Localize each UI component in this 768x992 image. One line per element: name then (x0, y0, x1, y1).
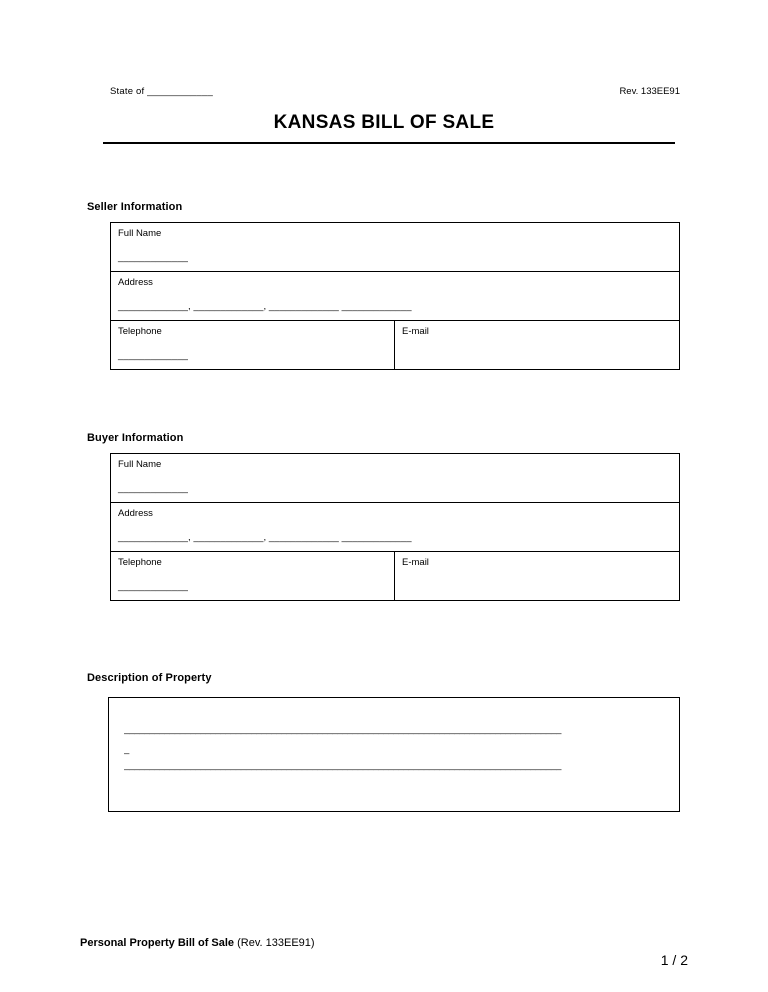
footer-title-block (80, 937, 315, 949)
buyer-address-row[interactable] (111, 503, 679, 552)
property-dash: _ (124, 744, 130, 755)
seller-telephone-cell[interactable] (111, 321, 395, 369)
page-number: 1 / 2 (660, 952, 688, 968)
seller-information-box (110, 222, 680, 370)
buyer-telephone-input[interactable]: _____________ (118, 581, 188, 592)
buyer-address-input[interactable]: _____________, _____________, _____________ _____________ (118, 532, 412, 543)
seller-telephone-input[interactable]: _____________ (118, 350, 188, 361)
seller-address-input[interactable]: _____________, _____________, _____________ _____________ (118, 301, 412, 312)
seller-email-label: E-mail (402, 326, 429, 337)
property-lines (109, 698, 679, 811)
seller-telephone-label: Telephone (118, 326, 162, 337)
state-of-field[interactable]: State of ____________ (110, 86, 213, 97)
page-content (80, 0, 688, 992)
property-section-label: Description of Property (87, 672, 212, 684)
seller-contact-row (111, 321, 679, 369)
seller-address-label: Address (118, 277, 153, 288)
buyer-telephone-label: Telephone (118, 557, 162, 568)
description-of-property-box[interactable] (108, 697, 680, 812)
footer-revision: (Rev. 133EE91) (234, 937, 315, 949)
footer-document-title: Personal Property Bill of Sale (80, 937, 235, 949)
buyer-email-cell[interactable] (395, 552, 679, 600)
buyer-full-name-label: Full Name (118, 459, 162, 470)
seller-address-row[interactable] (111, 272, 679, 321)
buyer-full-name-row[interactable] (111, 454, 679, 503)
seller-full-name-row[interactable] (111, 223, 679, 272)
seller-full-name-label: Full Name (118, 228, 162, 239)
buyer-information-box (110, 453, 680, 601)
buyer-telephone-cell[interactable] (111, 552, 395, 600)
buyer-full-name-input[interactable]: _____________ (118, 483, 188, 494)
seller-email-cell[interactable] (395, 321, 679, 369)
property-line-2[interactable]: ______________________________________________________________________________________ (124, 760, 562, 771)
revision-label-top: Rev. 133EE91 (619, 86, 680, 97)
buyer-section-label: Buyer Information (87, 432, 184, 444)
buyer-email-label: E-mail (402, 557, 429, 568)
document-header (110, 86, 680, 97)
seller-section-label: Seller Information (87, 201, 183, 213)
buyer-contact-row (111, 552, 679, 600)
page-title: KANSAS BILL OF SALE (273, 112, 495, 133)
title-divider (103, 142, 675, 144)
property-line-1[interactable]: ______________________________________________________________________________________ (124, 724, 562, 735)
buyer-address-label: Address (118, 508, 153, 519)
seller-full-name-input[interactable]: _____________ (118, 252, 188, 263)
